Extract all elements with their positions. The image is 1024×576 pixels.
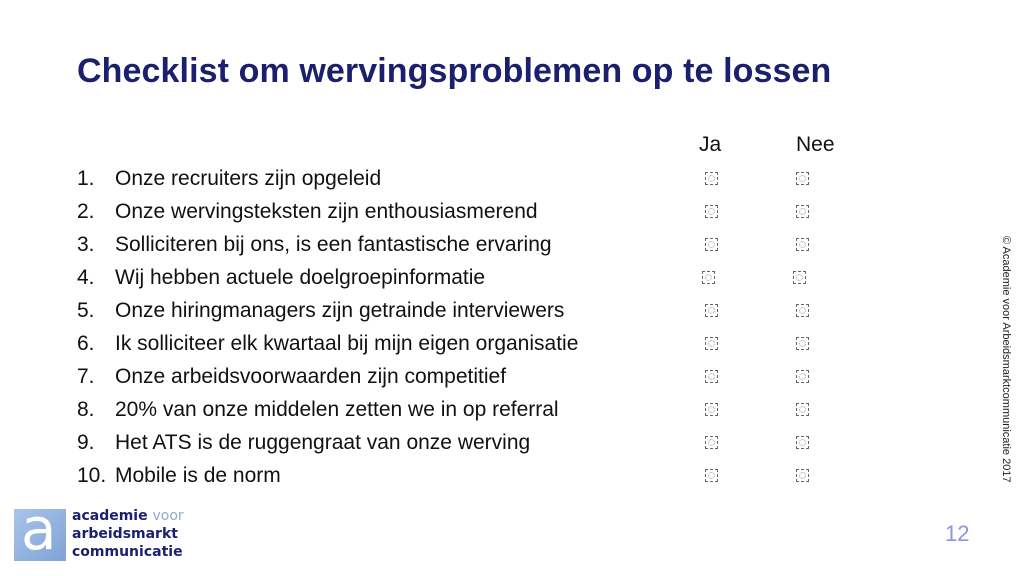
item-text: Onze wervingsteksten zijn enthousiasmerend [115, 200, 538, 223]
checkbox-nee-3[interactable] [796, 238, 809, 251]
checklist [77, 162, 977, 492]
item-number: 6. [77, 332, 95, 355]
logo-line2: arbeidsmarkt [72, 526, 178, 542]
checkbox-ja-6[interactable] [705, 337, 718, 350]
copyright-notice: © Academie voor Arbeidsmarktcommunicatie 2017 [1000, 236, 1012, 483]
item-number: 7. [77, 365, 95, 388]
item-number: 5. [77, 299, 95, 322]
checklist-item-5 [77, 294, 977, 327]
item-number: 10. [77, 464, 107, 487]
checkbox-ja-2[interactable] [705, 205, 718, 218]
item-text: Wij hebben actuele doelgroepinformatie [115, 266, 486, 289]
item-text: Ik solliciteer elk kwartaal bij mijn eigen organisatie [115, 332, 579, 355]
item-number: 3. [77, 233, 95, 256]
item-number: 8. [77, 398, 95, 421]
checklist-item-10 [77, 459, 977, 492]
checklist-item-4 [77, 261, 977, 294]
checkbox-ja-9[interactable] [705, 436, 718, 449]
checkbox-nee-5[interactable] [796, 304, 809, 317]
checkbox-nee-10[interactable] [796, 469, 809, 482]
checkbox-nee-6[interactable] [796, 337, 809, 350]
academie-logo [14, 507, 204, 567]
item-number: 9. [77, 431, 95, 454]
item-number: 4. [77, 266, 95, 289]
checkbox-nee-7[interactable] [796, 370, 809, 383]
item-text: Het ATS is de ruggengraat van onze werving [115, 431, 531, 454]
checkbox-nee-4[interactable] [793, 271, 806, 284]
checkbox-nee-2[interactable] [796, 205, 809, 218]
checklist-item-2 [77, 195, 977, 228]
item-text: Mobile is de norm [115, 464, 281, 487]
item-text: Onze hiringmanagers zijn getrainde interviewers [115, 299, 565, 322]
page-number: 12 [945, 521, 970, 546]
checkbox-ja-5[interactable] [705, 304, 718, 317]
checkbox-ja-4[interactable] [702, 271, 715, 284]
item-text: 20% van onze middelen zetten we in op referral [115, 398, 559, 421]
checkbox-nee-9[interactable] [796, 436, 809, 449]
checkbox-nee-1[interactable] [796, 172, 809, 185]
column-header-ja: Ja [699, 133, 722, 156]
checklist-item-7 [77, 360, 977, 393]
checkbox-nee-8[interactable] [796, 403, 809, 416]
checklist-item-8 [77, 393, 977, 426]
item-text: Onze recruiters zijn opgeleid [115, 167, 382, 190]
logo-line3: communicatie [72, 544, 183, 560]
logo-line1-b: voor [152, 508, 184, 524]
checklist-item-1 [77, 162, 977, 195]
logo-a-icon: a [14, 509, 66, 561]
item-text: Onze arbeidsvoorwaarden zijn competitief [115, 365, 507, 388]
checklist-item-6 [77, 327, 977, 360]
checkbox-ja-3[interactable] [705, 238, 718, 251]
item-number: 1. [77, 167, 95, 190]
checkbox-ja-8[interactable] [705, 403, 718, 416]
checklist-item-3 [77, 228, 977, 261]
logo-line1-a: academie [72, 508, 148, 524]
checklist-item-9 [77, 426, 977, 459]
item-text: Solliciteren bij ons, is een fantastische ervaring [115, 233, 552, 256]
logo-text [72, 507, 184, 561]
item-number: 2. [77, 200, 95, 223]
slide-title: Checklist om wervingsproblemen op te lossen [77, 52, 832, 90]
column-header-nee: Nee [796, 133, 835, 156]
checkbox-ja-7[interactable] [705, 370, 718, 383]
checkbox-ja-10[interactable] [705, 469, 718, 482]
checkbox-ja-1[interactable] [705, 172, 718, 185]
